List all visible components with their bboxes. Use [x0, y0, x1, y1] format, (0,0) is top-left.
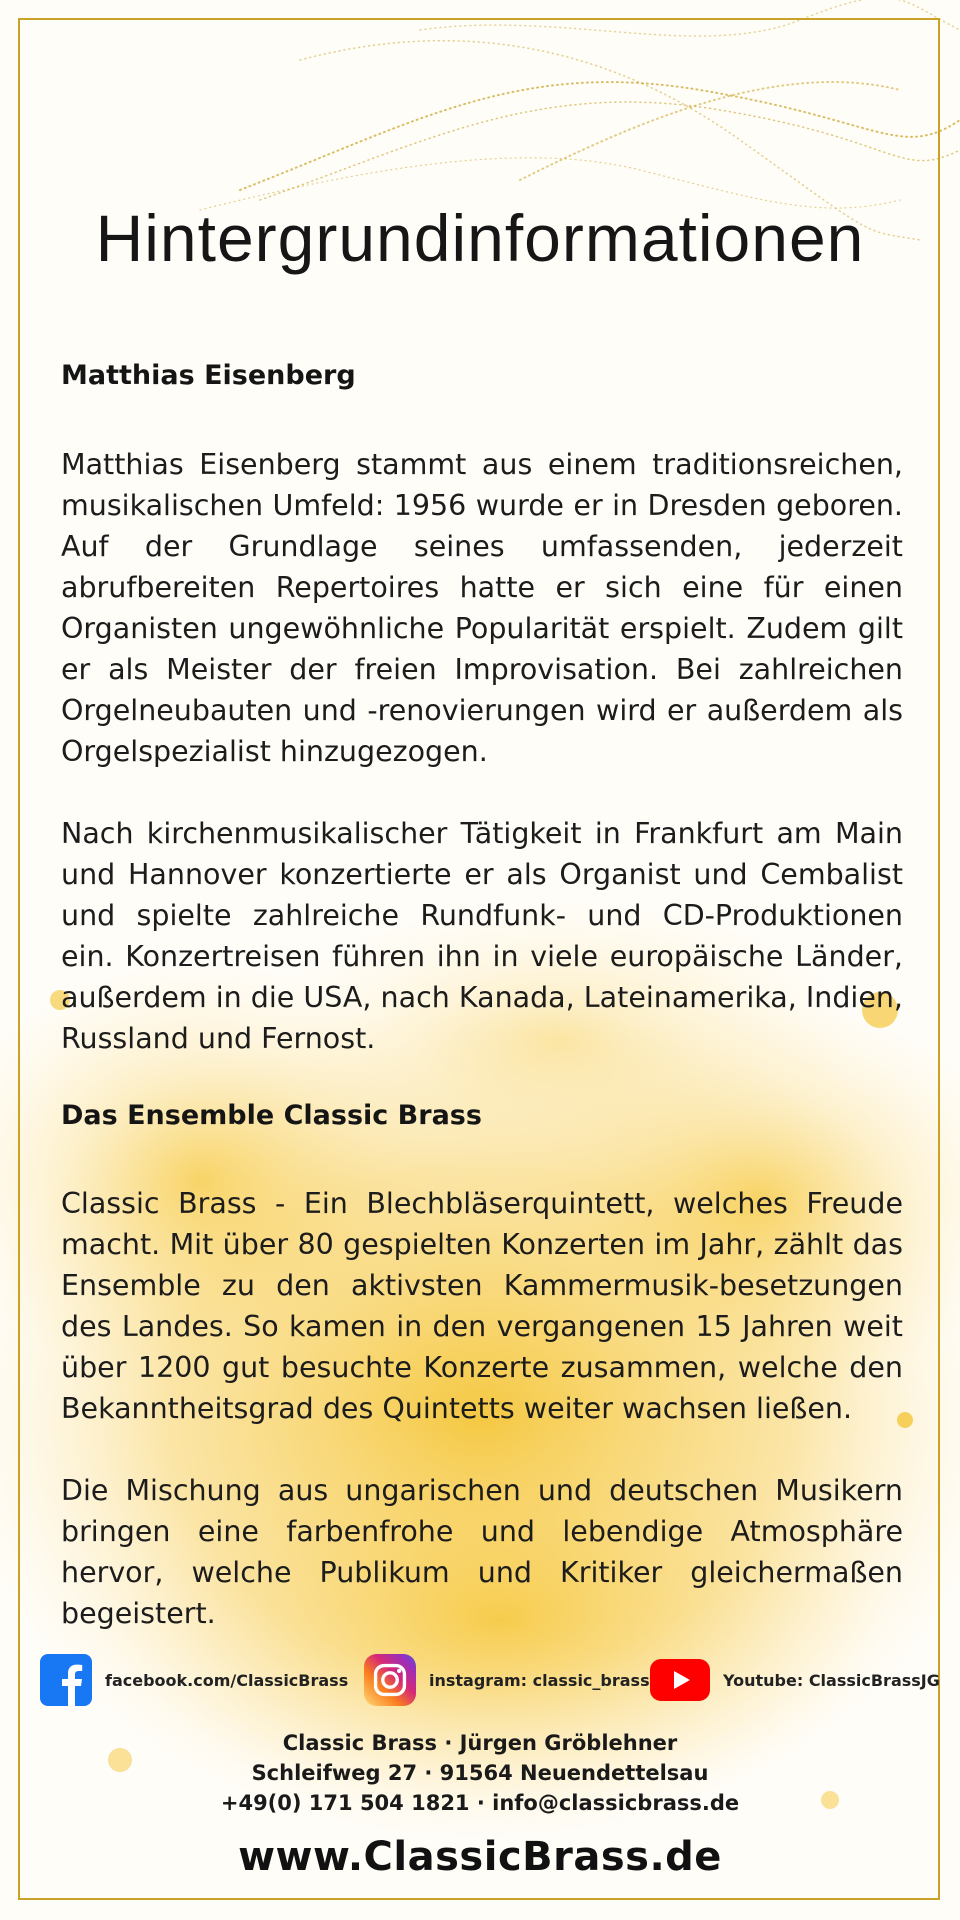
paragraph-classic-brass: Classic Brass - Ein Blechbläserquintett, welches Freude macht. Mit über 80 gespielten Konzerten im Jahr, zählt das Ensemble zu den aktivsten Kammermusik-besetzungen des Landes. So kamen in den vergangenen 15 Jahren weit über 1200 gut besuchte Konzerte zusammen, welche den Bekanntheitsgrad des Quintetts weiter wachsen ließen. [61, 1187, 903, 1425]
contact-address: Schleifweg 27 · 91564 Neuendettelsau [251, 1761, 709, 1785]
youtube-link[interactable] [650, 1654, 940, 1706]
contact-name: Classic Brass · Jürgen Gröblehner [282, 1731, 678, 1755]
youtube-label: Youtube: ClassicBrassJG [723, 1670, 940, 1690]
page-title: Hintergrundinformationen [95, 201, 865, 275]
section-heading-eisenberg: Matthias Eisenberg [61, 360, 356, 391]
youtube-icon [650, 1654, 710, 1706]
instagram-label: instagram: classic_brass [429, 1670, 650, 1690]
instagram-link[interactable] [364, 1654, 650, 1706]
instagram-icon [364, 1654, 416, 1706]
facebook-label: facebook.com/ClassicBrass [105, 1670, 349, 1690]
facebook-icon [40, 1654, 92, 1706]
paragraph-eisenberg-career: Nach kirchenmusikalischer Tätigkeit in Frankfurt am Main und Hannover konzertierte er als Organist und Cembalist und spielte zahlreiche Rundfunk- und CD-Produktionen ein. Konzertreisen führen ihn in viele europäische Länder, außerdem in die USA, nach Kanada, Lateinamerika, Indien, Russland und Fernost. [61, 817, 903, 1055]
contact-block [0, 1728, 960, 1818]
contact-phone-email[interactable]: +49(0) 171 504 1821 · info@classicbrass.de [220, 1791, 740, 1815]
facebook-link[interactable] [40, 1654, 348, 1706]
section-heading-classic-brass: Das Ensemble Classic Brass [61, 1100, 482, 1131]
website-link[interactable]: www.ClassicBrass.de [238, 1834, 722, 1880]
paragraph-eisenberg-bio: Matthias Eisenberg stammt aus einem traditionsreichen, musikalischen Umfeld: 1956 wurde er in Dresden geboren. Auf der Grundlage seines umfassenden, jederzeit abrufbereiten Repertoires hatte er sich eine für einen Organisten ungewöhnliche Popularität erspielt. Zudem gilt er als Meister der freien Improvisation. Bei zahlreichen Orgelneubauten und -renovierungen wird er außerdem als Orgelspezialist hinzugezogen. [61, 448, 903, 768]
paragraph-classic-brass-mix: Die Mischung aus ungarischen und deutschen Musikern bringen eine farbenfrohe und lebendige Atmosphäre hervor, welche Publikum und Kritiker gleichermaßen begeistert. [61, 1474, 903, 1630]
